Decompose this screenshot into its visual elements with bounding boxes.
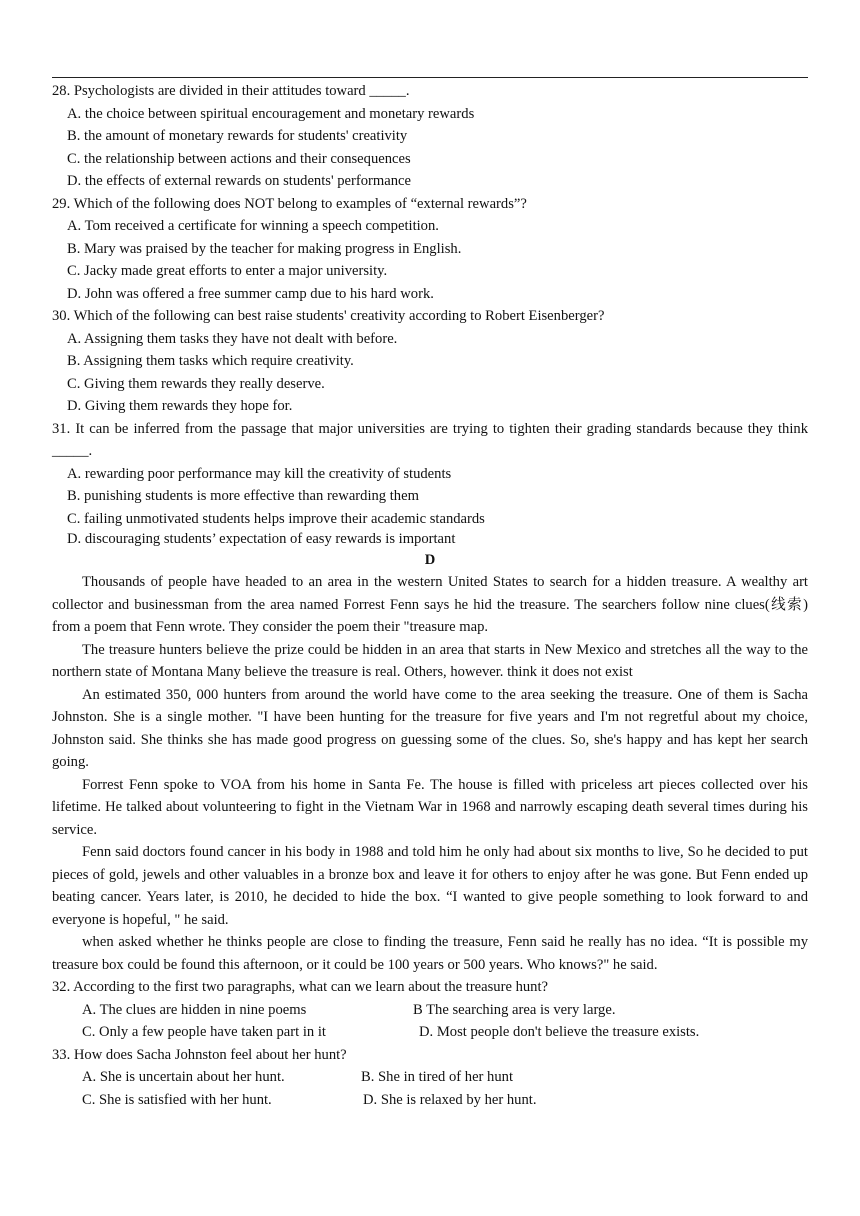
passage-paragraph: Fenn said doctors found cancer in his body in 1988 and told him he only had about six months to live, So he decided to put pieces of gold, jewels and other valuables in a bronze box and leave it for others to enjoy after he was gone. But Fenn ended up beating cancer. Years later, is 2010, he decided to hide the box. “I wanted to give people something to look forward to and everyone is hopeful, " he said. xyxy=(52,844,808,928)
option-b: B. punishing students is more effective than rewarding them xyxy=(67,488,419,504)
section-heading: D xyxy=(424,552,436,568)
passage-paragraph: Forrest Fenn spoke to VOA from his home in Santa Fe. The house is filled with priceless art pieces collected over his lifetime. He talked about volunteering to fight in the Vietnam War in 1968 and narrowly escaping death several times during his service. xyxy=(52,776,808,838)
question-28 xyxy=(52,80,808,193)
question-stem: 32. According to the first two paragraphs, what can we learn about the treasure hunt? xyxy=(52,979,549,995)
passage-paragraph: Thousands of people have headed to an area in the western United States to search for a hidden treasure. A wealthy art collector and businessman from the area named Forrest Fenn says he hid the treasure. The searchers follow nine clues(线索) from a poem that Fenn wrote. They consider the poem their "treasure map. xyxy=(52,574,808,635)
option-d: D. She is relaxed by her hunt. xyxy=(363,1091,537,1108)
question-32 xyxy=(52,976,808,1044)
question-stem: 33. How does Sacha Johnston feel about her hunt? xyxy=(52,1046,347,1063)
question-stem: 29. Which of the following does NOT belong to examples of “external rewards”? xyxy=(52,195,527,212)
option-d: D. the effects of external rewards on students' performance xyxy=(67,173,411,189)
option-c: C. Giving them rewards they really deserve. xyxy=(67,375,325,392)
passage-paragraph: when asked whether he thinks people are close to finding the treasure, Fenn said he really has no idea. “It is possible my treasure box could be found this afternoon, or it could be 100 years or 500 years. Who knows?" he said. xyxy=(52,934,808,973)
question-30 xyxy=(52,305,808,418)
passage-paragraph: An estimated 350, 000 hunters from around the world have come to the area seeking the treasure. One of them is Sacha Johnston. She is a single mother. "I have been hunting for the treasure for five years and I'm not regretful about my choice, Johnston said. She thinks she has made good progress on guessing some of the clues. So, she's happy and has kept her search going. xyxy=(52,686,808,770)
option-row xyxy=(52,1021,808,1044)
option-row xyxy=(52,1089,808,1112)
option-a: A. Tom received a certificate for winning a speech competition. xyxy=(67,218,439,234)
option-a: A. rewarding poor performance may kill the creativity of students xyxy=(67,465,452,482)
option-a: A. She is uncertain about her hunt. xyxy=(82,1069,285,1085)
question-stem: 31. It can be inferred from the passage that major universities are trying to tighten their grading standards because they think _____. xyxy=(52,420,808,459)
question-stem: 30. Which of the following can best raise students' creativity according to Robert Eisenberger? xyxy=(52,308,605,324)
option-d: D. Most people don't believe the treasure exists. xyxy=(419,1024,700,1040)
option-a: A. The clues are hidden in nine poems xyxy=(82,1001,307,1018)
option-b: B The searching area is very large. xyxy=(413,1001,616,1018)
question-29 xyxy=(52,193,808,306)
passage-paragraph: The treasure hunters believe the prize could be hidden in an area that starts in New Mexico and stretches all the way to the northern state of Montana Many believe the treasure is real. Others, however. think it does not exist xyxy=(52,641,808,680)
option-d: D. John was offered a free summer camp due to his hard work. xyxy=(67,285,434,302)
option-c: C. Only a few people have taken part in it xyxy=(82,1024,326,1040)
question-33 xyxy=(52,1044,808,1112)
exam-page xyxy=(52,80,808,1111)
option-a: A. Assigning them tasks they have not dealt with before. xyxy=(67,330,398,347)
option-d: D. Giving them rewards they hope for. xyxy=(67,398,293,414)
question-31 xyxy=(52,418,808,550)
option-c: C. She is satisfied with her hunt. xyxy=(82,1091,272,1108)
option-c: C. the relationship between actions and their consequences xyxy=(67,150,411,167)
option-b: B. She in tired of her hunt xyxy=(361,1069,513,1085)
option-a: A. the choice between spiritual encouragement and monetary rewards xyxy=(67,105,475,122)
option-row xyxy=(52,999,808,1022)
reading-passage-d xyxy=(52,549,808,976)
option-b: B. Assigning them tasks which require creativity. xyxy=(67,353,354,369)
option-d: D. discouraging students’ expectation of easy rewards is important xyxy=(67,531,456,547)
option-c: C. Jacky made great efforts to enter a major university. xyxy=(67,263,388,279)
option-b: B. the amount of monetary rewards for students' creativity xyxy=(67,128,408,144)
option-b: B. Mary was praised by the teacher for making progress in English. xyxy=(67,240,462,257)
question-stem: 28. Psychologists are divided in their attitudes toward _____. xyxy=(52,83,410,99)
option-c: C. failing unmotivated students helps improve their academic standards xyxy=(67,510,485,527)
header-rule xyxy=(52,77,808,78)
option-row xyxy=(52,1066,808,1089)
